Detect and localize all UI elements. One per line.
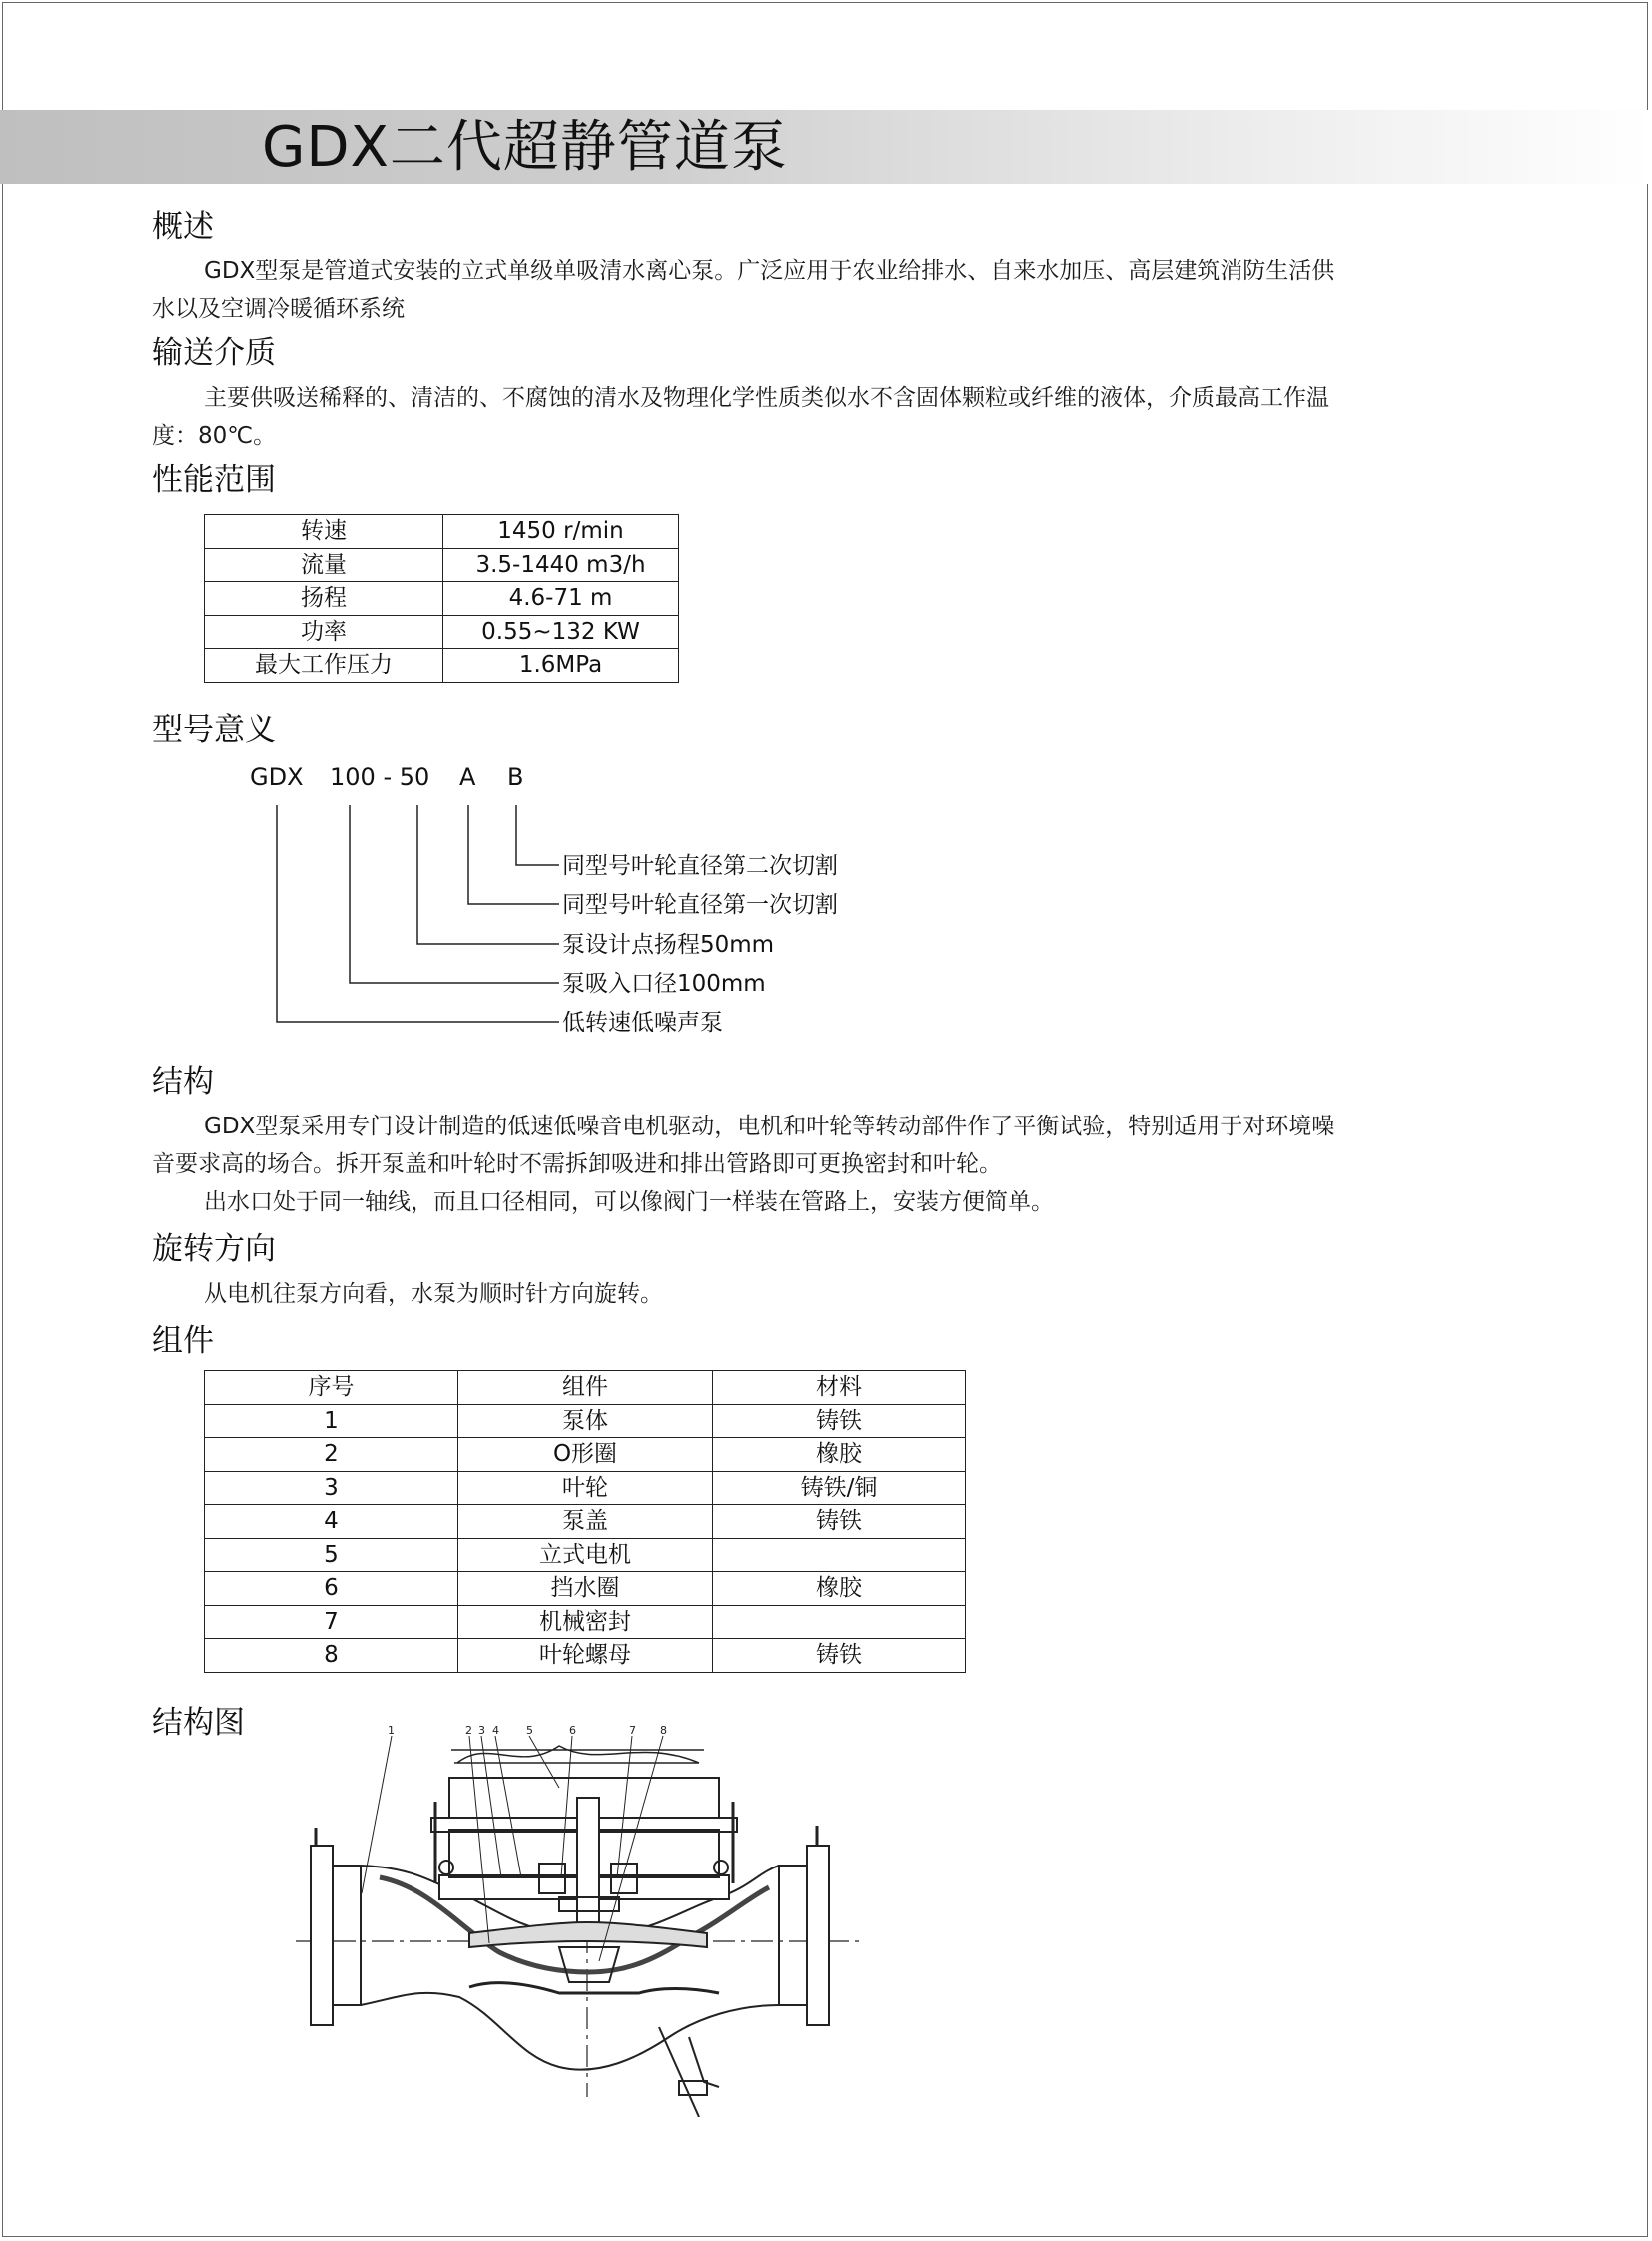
drawing-label-4: 4 [492, 1724, 499, 1737]
page-title: GDX二代超静管道泵 [262, 115, 788, 180]
cell-part: O形圈 [458, 1438, 713, 1472]
performance-heading: 性能范围 [152, 462, 276, 498]
cell-index: 4 [205, 1505, 458, 1539]
structure-line-3: 出水口处于同一轴线，而且口径相同，可以像阀门一样装在管路上，安装方便简单。 [204, 1189, 1054, 1215]
perf-value: 3.5-1440 m3/h [443, 548, 679, 582]
table-row [205, 1404, 966, 1438]
body-bottom-contour [361, 1993, 779, 2070]
structure-text [152, 1108, 1505, 1221]
drawing-label-6: 6 [569, 1724, 576, 1737]
cell-index: 2 [205, 1438, 458, 1472]
cell-material [713, 1605, 966, 1639]
perf-label: 最大工作压力 [205, 649, 443, 683]
perf-label: 流量 [205, 548, 443, 582]
cell-material: 铸铁/铜 [713, 1471, 966, 1505]
table-header-row [205, 1371, 966, 1405]
perf-label: 功率 [205, 615, 443, 649]
cell-material [713, 1538, 966, 1572]
outlet-flange [807, 1846, 829, 2025]
perf-value: 4.6-71 m [443, 582, 679, 616]
model-heading: 型号意义 [152, 712, 276, 748]
table-row [205, 1605, 966, 1639]
impeller [469, 1922, 707, 1947]
cell-part: 挡水圈 [458, 1572, 713, 1606]
rotation-line: 从电机往泵方向看，水泵为顺时针方向旋转。 [204, 1281, 663, 1307]
components-table [204, 1370, 966, 1673]
rotation-heading: 旋转方向 [152, 1231, 276, 1267]
cell-index: 7 [205, 1605, 458, 1639]
pump-cross-section-drawing [0, 1718, 1652, 2117]
col-header-index: 序号 [205, 1371, 458, 1405]
cell-material: 橡胶 [713, 1572, 966, 1606]
cell-material: 铸铁 [713, 1404, 966, 1438]
cell-part: 泵盖 [458, 1505, 713, 1539]
model-meaning-inlet: 泵吸入口径100mm [562, 971, 766, 997]
table-row [205, 1505, 966, 1539]
cell-index: 8 [205, 1639, 458, 1673]
cell-material: 铸铁 [713, 1639, 966, 1673]
perf-value: 0.55~132 KW [443, 615, 679, 649]
model-code-diagram [0, 0, 1652, 1059]
perf-label: 扬程 [205, 582, 443, 616]
medium-line-2: 度：80℃。 [152, 423, 277, 449]
overview-heading: 概述 [152, 209, 214, 245]
cell-index: 1 [205, 1404, 458, 1438]
model-meaning-a: 同型号叶轮直径第一次切割 [562, 892, 838, 918]
pump-shaft [577, 1798, 599, 1937]
drawing-label-1: 1 [388, 1724, 395, 1737]
structure-line-2: 音要求高的场合。拆开泵盖和叶轮时不需拆卸吸进和排出管路即可更换密封和叶轮。 [152, 1151, 1002, 1177]
model-part-b: B [507, 763, 524, 791]
cell-part: 叶轮 [458, 1471, 713, 1505]
table-row [205, 1538, 966, 1572]
cell-index: 3 [205, 1471, 458, 1505]
model-meaning-gdx: 低转速低噪声泵 [562, 1010, 723, 1036]
cell-index: 5 [205, 1538, 458, 1572]
model-part-a: A [459, 763, 476, 791]
model-meaning-b: 同型号叶轮直径第二次切割 [562, 853, 838, 879]
cell-index: 6 [205, 1572, 458, 1606]
col-header-material: 材料 [713, 1371, 966, 1405]
cell-part: 叶轮螺母 [458, 1639, 713, 1673]
col-header-part: 组件 [458, 1371, 713, 1405]
outlet-neck [779, 1866, 807, 2005]
perf-value: 1450 r/min [443, 515, 679, 549]
inlet-neck [333, 1866, 361, 2005]
cell-part: 立式电机 [458, 1538, 713, 1572]
drawing-label-8: 8 [660, 1724, 667, 1737]
cell-part: 机械密封 [458, 1605, 713, 1639]
structure-line-1: GDX型泵采用专门设计制造的低速低噪音电机驱动，电机和叶轮等转动部件作了平衡试验，特别适用于对环境噪 [204, 1114, 1335, 1139]
impeller-hub [559, 1947, 619, 1982]
table-row [205, 1438, 966, 1472]
drawing-heading: 结构图 [152, 1705, 245, 1741]
model-part-size: 100 - 50 [330, 763, 430, 791]
cell-part: 泵体 [458, 1404, 713, 1438]
medium-line-1: 主要供吸送稀释的、清洁的、不腐蚀的清水及物理化学性质类似水不含固体颗粒或纤维的液体，介质最高工作温 [204, 385, 1329, 411]
model-part-gdx: GDX [250, 763, 304, 791]
medium-heading: 输送介质 [152, 335, 276, 371]
rotation-text [152, 1275, 1505, 1313]
drawing-label-7: 7 [629, 1724, 636, 1737]
table-row [205, 1639, 966, 1673]
table-row [205, 1572, 966, 1606]
drawing-label-3: 3 [478, 1724, 485, 1737]
drawing-label-5: 5 [526, 1724, 533, 1737]
perf-value: 1.6MPa [443, 649, 679, 683]
drawing-label-2: 2 [465, 1724, 472, 1737]
cell-material: 铸铁 [713, 1505, 966, 1539]
inlet-flange [311, 1846, 333, 2025]
model-meaning-head: 泵设计点扬程50mm [562, 932, 775, 958]
model-leader-lines [277, 805, 559, 1022]
components-heading: 组件 [152, 1323, 214, 1359]
structure-heading: 结构 [152, 1064, 214, 1100]
overview-line-1: GDX型泵是管道式安装的立式单级单吸清水离心泵。广泛应用于农业给排水、自来水加压、高层建筑消防生活供 [204, 258, 1335, 284]
table-row [205, 1471, 966, 1505]
cell-material: 橡胶 [713, 1438, 966, 1472]
overview-line-2: 水以及空调冷暖循环系统 [152, 296, 405, 322]
perf-label: 转速 [205, 515, 443, 549]
